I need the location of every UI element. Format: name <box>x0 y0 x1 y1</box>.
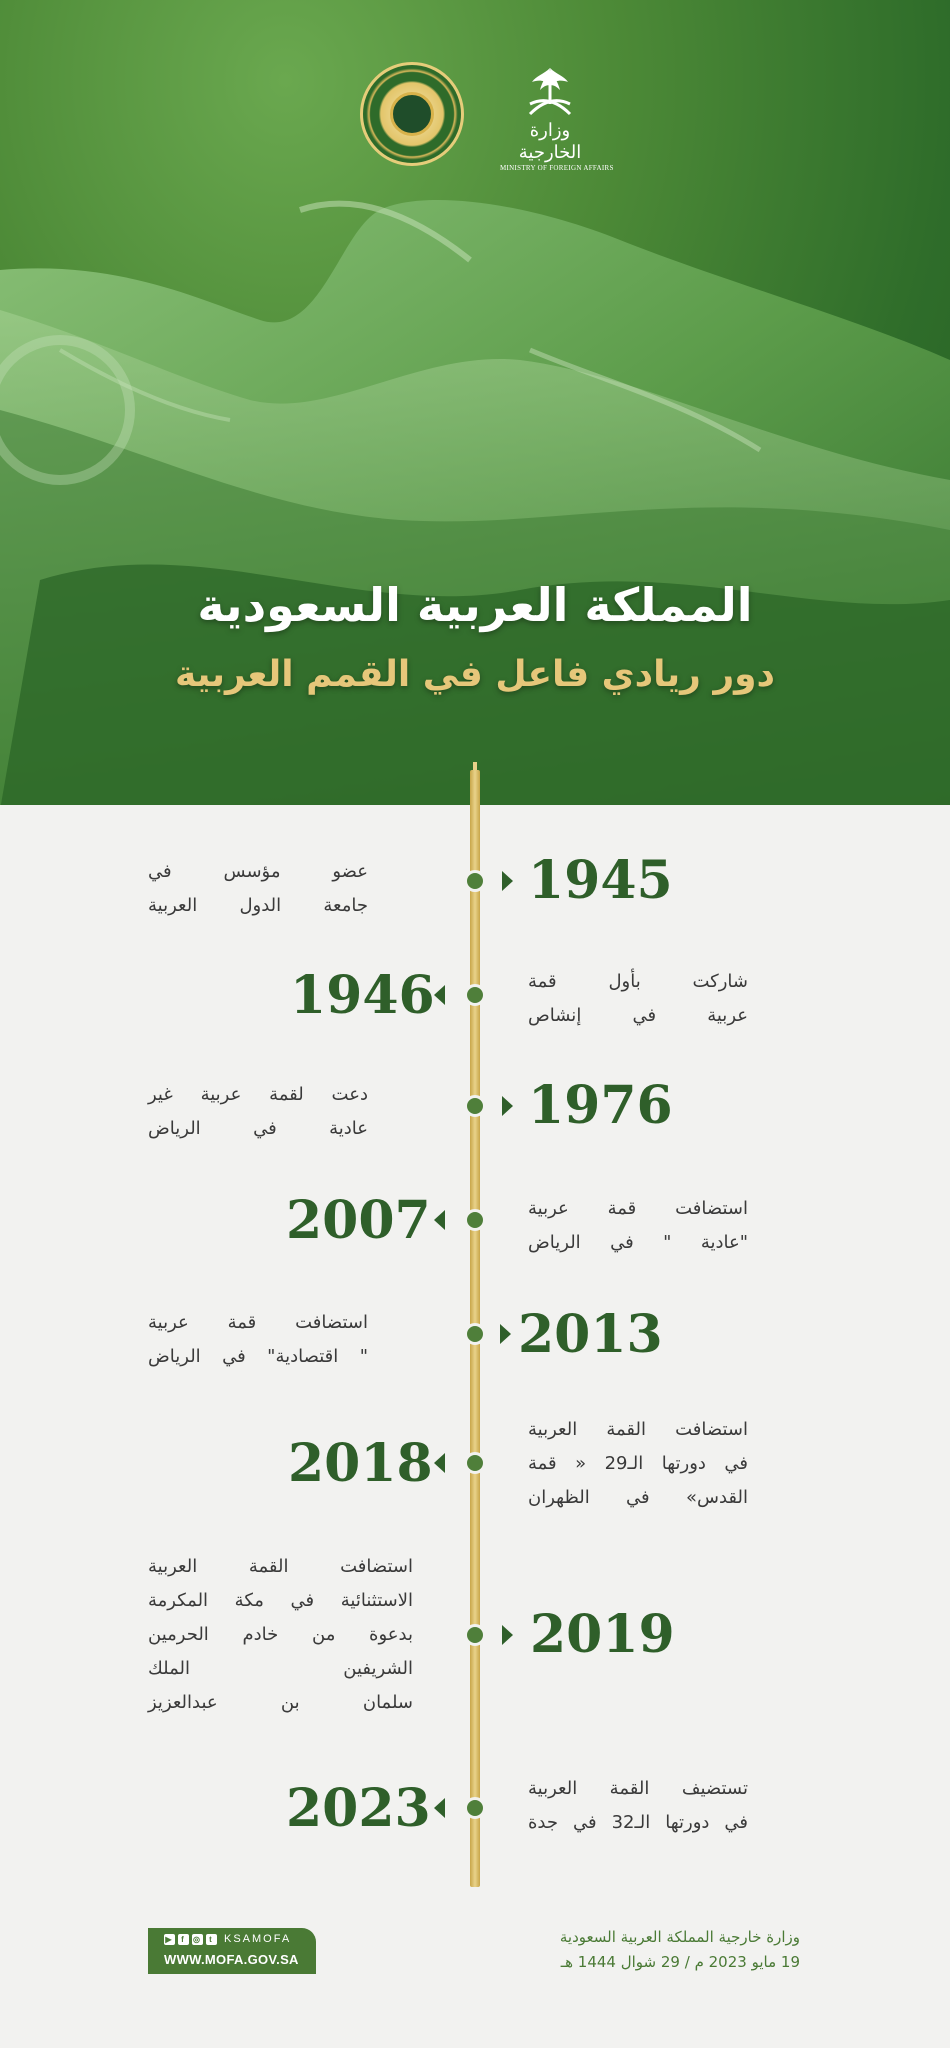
instagram-icon[interactable]: ◎ <box>193 1934 202 1944</box>
timeline-dot-1946 <box>464 984 486 1006</box>
summit-logo-center <box>390 92 434 136</box>
mofa-english-name: MINISTRY OF FOREIGN AFFAIRS <box>500 164 614 172</box>
social-badge <box>148 1928 316 1974</box>
youtube-icon[interactable]: ▶ <box>165 1934 174 1944</box>
arrow-left-icon <box>434 1210 445 1230</box>
event-text-1976: دعت لقمة عربية غير عادية في الرياض <box>148 1084 368 1139</box>
event-text-2007: استضافت قمة عربية "عادية " في الرياض <box>528 1198 748 1253</box>
year-1946: 1946 <box>290 965 435 1026</box>
subtitle: دور ريادي فاعل في القمم العربية <box>174 654 776 695</box>
logos-row <box>0 60 950 180</box>
mofa-arabic-name: وزارة الخارجية <box>518 120 582 163</box>
arrow-right-icon <box>500 1324 511 1344</box>
arrow-right-icon <box>502 1625 513 1645</box>
footer-credits <box>560 1925 800 1975</box>
arrow-left-icon <box>434 1798 445 1818</box>
year-2018: 2018 <box>288 1433 433 1494</box>
year-2007: 2007 <box>286 1190 431 1251</box>
arab-summit-logo <box>360 62 464 166</box>
event-text-1945: عضو مؤسس في جامعة الدول العربية <box>148 861 368 916</box>
waving-flags-illustration <box>0 150 950 805</box>
ministry-name: وزارة خارجية المملكة العربية السعودية <box>559 1928 800 1946</box>
timeline-dot-2013 <box>464 1323 486 1345</box>
arrow-right-icon <box>502 1096 513 1116</box>
timeline-dot-1976 <box>464 1095 486 1117</box>
event-text-2013: استضافت قمة عربية " اقتصادية" في الرياض <box>148 1312 368 1367</box>
arrow-left-icon <box>434 985 445 1005</box>
timeline-dot-1945 <box>464 870 486 892</box>
event-text-2019: استضافت القمة العربية الاستثنائية في مكة المكرمة بدعوة من خادم الحرمين الشريفين الملك سلمان بن عبدالعزيز <box>148 1556 413 1713</box>
twitter-icon[interactable]: t <box>206 1934 217 1945</box>
header-titles <box>0 575 950 705</box>
year-1976: 1976 <box>528 1075 673 1136</box>
timeline-dot-2007 <box>464 1209 486 1231</box>
mofa-logo <box>500 64 614 174</box>
arrow-left-icon <box>434 1453 445 1473</box>
website-link[interactable]: WWW.MOFA.GOV.SA <box>164 1952 299 1967</box>
timeline-dot-2023 <box>464 1797 486 1819</box>
main-title: المملكة العربية السعودية <box>197 578 753 632</box>
timeline-dot-2019 <box>464 1624 486 1646</box>
arrow-right-icon <box>502 871 513 891</box>
event-text-1946: شاركت بأول قمة عربية في إنشاص <box>528 971 748 1026</box>
header-banner <box>0 0 950 805</box>
social-icons <box>164 1933 291 1945</box>
year-2019: 2019 <box>530 1604 675 1665</box>
timeline-dot-2018 <box>464 1452 486 1474</box>
event-text-2018: استضافت القمة العربية في دورتها الـ29 « قمة القدس» في الظهران <box>528 1419 748 1508</box>
publish-date: 19 مايو 2023 م / 29 شوال 1444 هـ <box>560 1953 800 1971</box>
facebook-icon[interactable]: f <box>178 1934 189 1945</box>
palm-swords-emblem-icon <box>522 64 578 120</box>
year-1945: 1945 <box>528 850 673 911</box>
social-handle[interactable]: KSAMOFA <box>224 1933 292 1945</box>
year-2013: 2013 <box>518 1304 663 1365</box>
year-2023: 2023 <box>286 1778 431 1839</box>
event-text-2023: تستضيف القمة العربية في دورتها الـ32 في جدة <box>528 1778 748 1833</box>
